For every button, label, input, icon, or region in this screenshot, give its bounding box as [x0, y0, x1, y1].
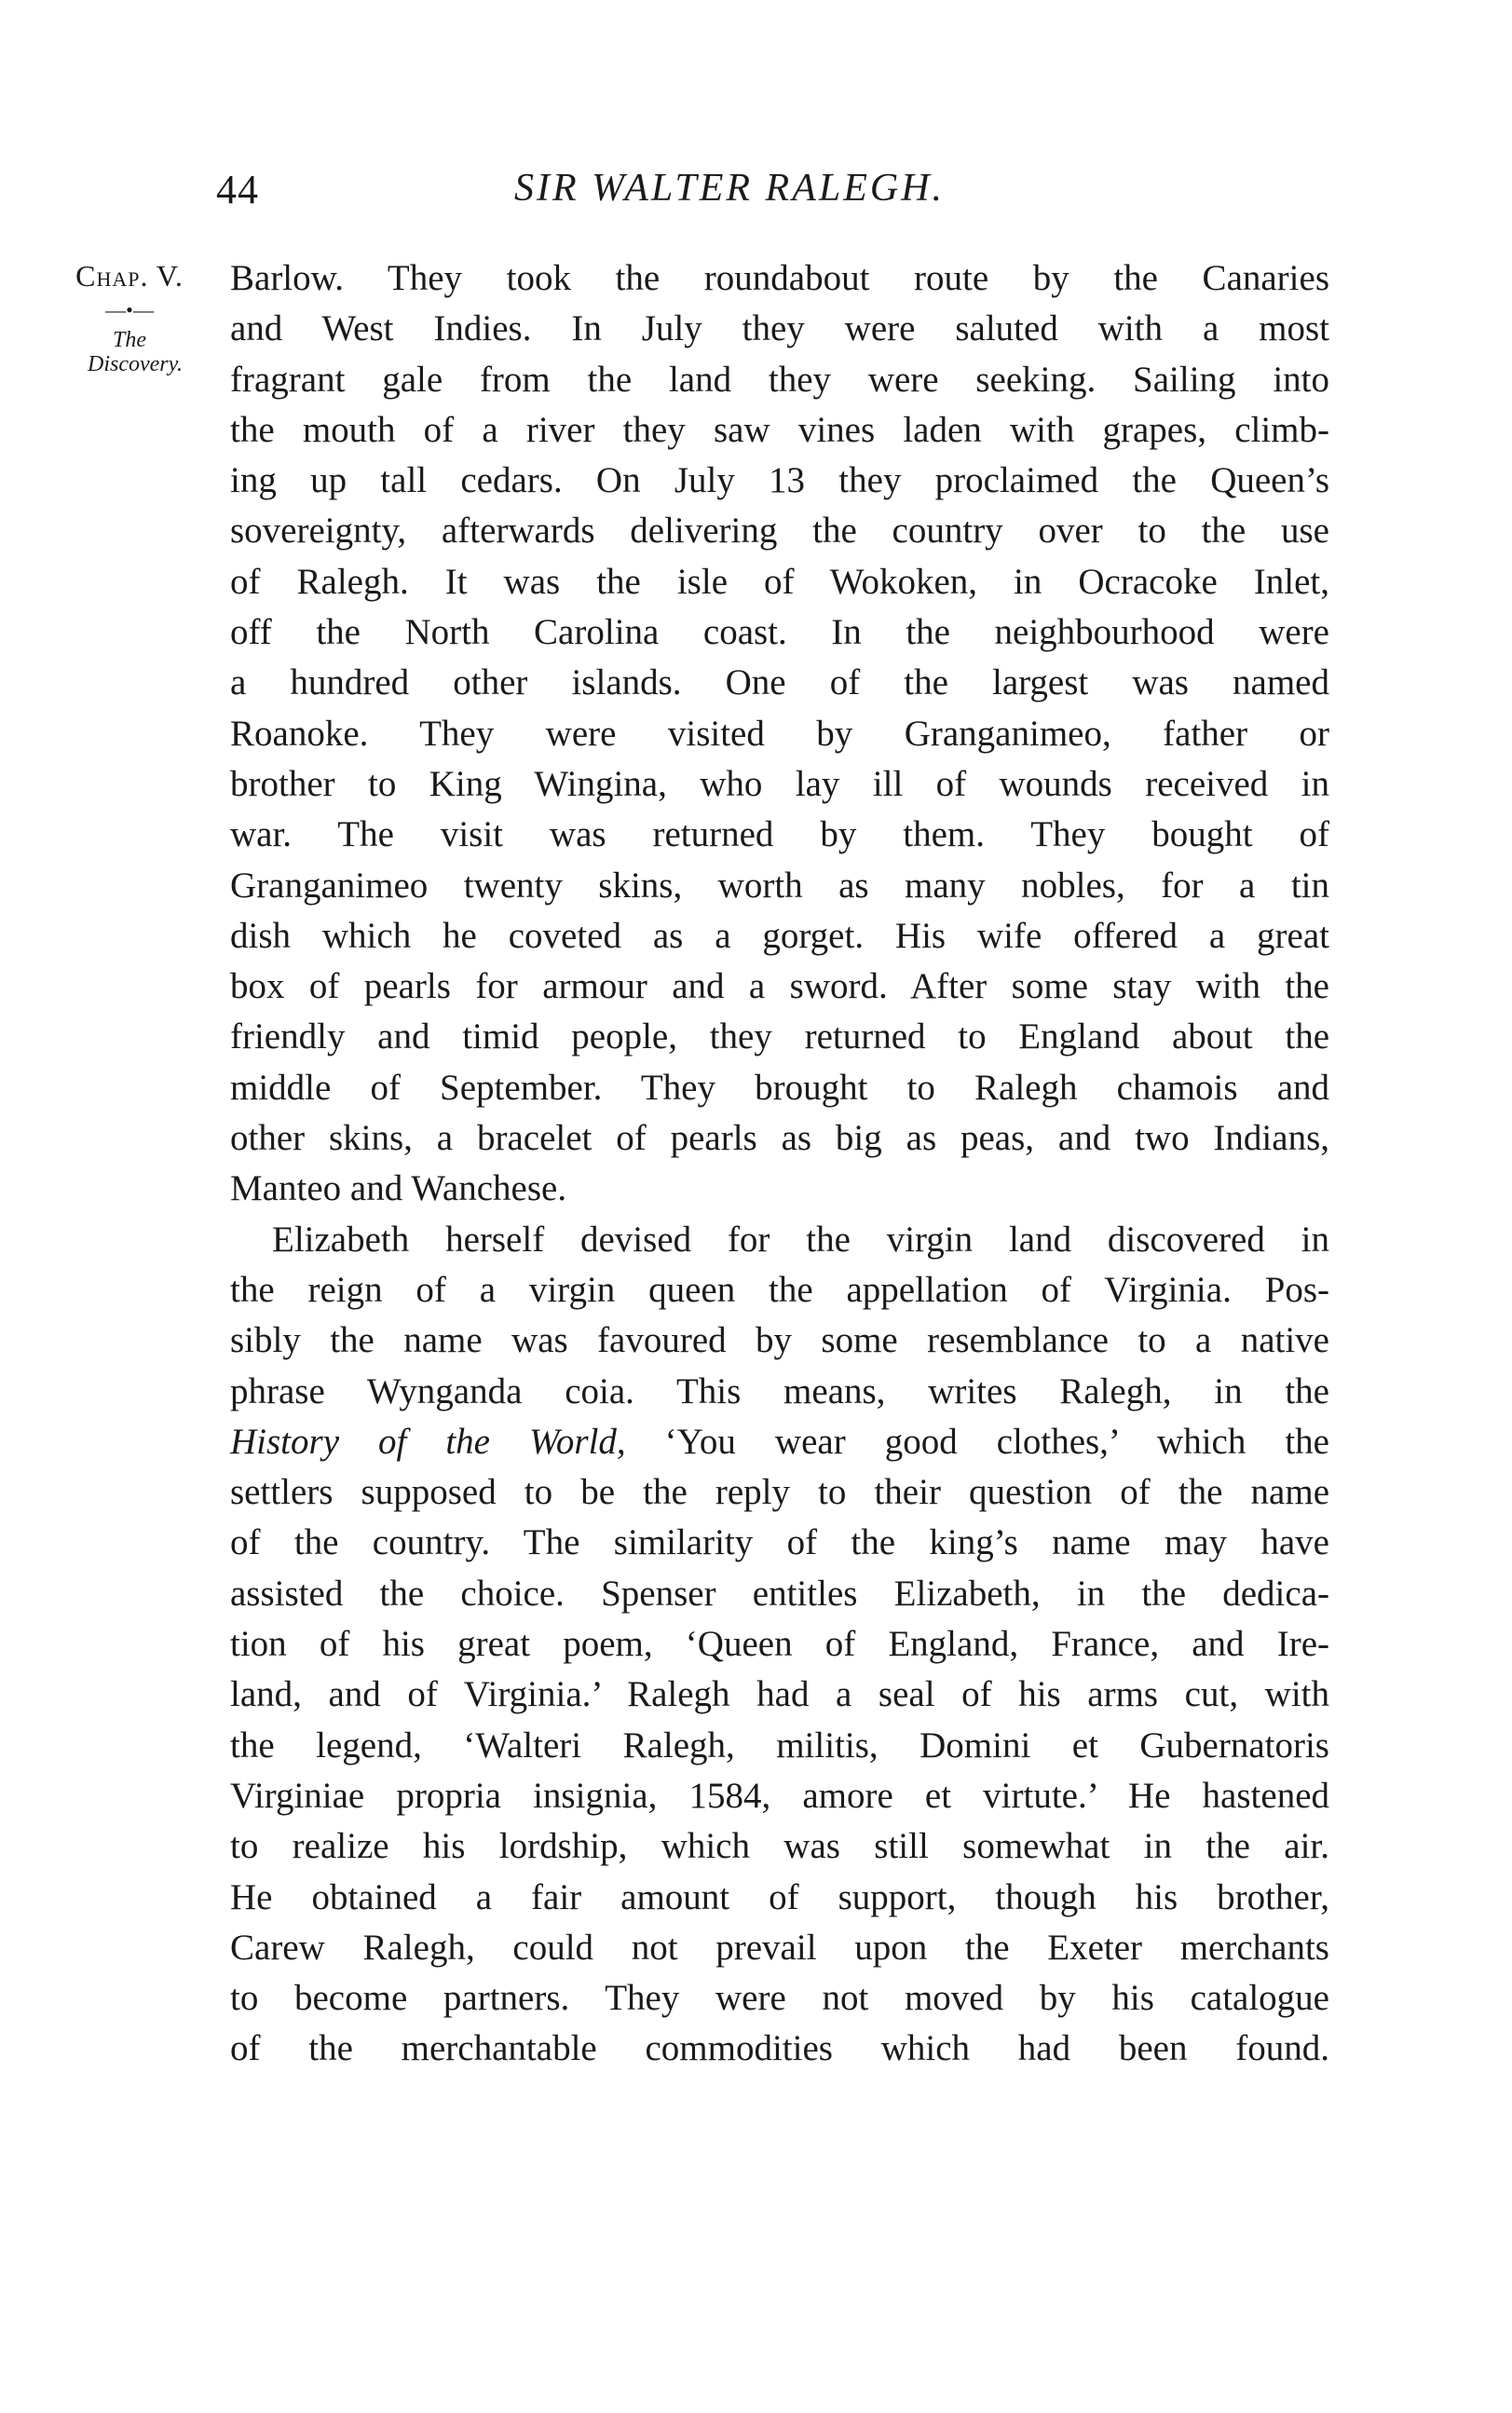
text-line: of the country. The similarity of the king’s name may have — [230, 1522, 1329, 1563]
text-line: Elizabeth herself devised for the virgin land discovered in — [272, 1219, 1329, 1260]
text-line-mixed — [230, 1417, 1329, 1467]
text-line: friendly and timid people, they returned to England about the — [230, 1016, 1329, 1057]
text-line: sibly the name was favoured by some resemblance to a native — [230, 1320, 1329, 1361]
text-line: land, and of Virginia.’ Ralegh had a seal of his arms cut, with — [230, 1674, 1329, 1715]
text-line: phrase Wynganda coia. This means, writes Ralegh, in the — [230, 1370, 1329, 1411]
text-line: of Ralegh. It was the isle of Wokoken, in Ocracoke Inlet, — [230, 561, 1329, 602]
body-text — [230, 253, 1329, 2075]
text-line: sovereignty, afterwards delivering the country over to the use — [230, 511, 1329, 552]
ornament-divider: —•— — [105, 298, 154, 321]
text-line: Carew Ralegh, could not prevail upon the Exeter merchants — [230, 1927, 1329, 1968]
side-note: The Discovery. — [88, 328, 183, 376]
text-line: and West Indies. In July they were saluted with a most — [230, 308, 1329, 349]
text-line: the mouth of a river they saw vines laden with grapes, climb- — [230, 409, 1329, 450]
text-line: off the North Carolina coast. In the neighbourhood were — [230, 612, 1329, 653]
margin-note — [60, 257, 199, 376]
text-line: brother to King Wingina, who lay ill of wounds received in — [230, 763, 1329, 804]
text-line: middle of September. They brought to Ralegh chamois and — [230, 1067, 1329, 1108]
text-line: settlers supposed to be the reply to their question of the name — [230, 1472, 1329, 1513]
text-line: to become partners. They were not moved by his catalogue — [230, 1978, 1329, 2019]
text-line: of the merchantable commodities which had been found. — [230, 2028, 1329, 2069]
text-line: war. The visit was returned by them. They bought of — [230, 814, 1329, 855]
text-line: He obtained a fair amount of support, though his brother, — [230, 1876, 1329, 1917]
text-line: the reign of a virgin queen the appellation of Virginia. Pos- — [230, 1269, 1329, 1310]
text-line: dish which he coveted as a gorget. His wife offered a great — [230, 915, 1329, 956]
text-line: Barlow. They took the roundabout route by the Canaries — [230, 258, 1329, 298]
text-line: the legend, ‘Walteri Ralegh, militis, Domini et Gubernatoris — [230, 1725, 1329, 1765]
text-line: other skins, a bracelet of pearls as big as peas, and two Indians, — [230, 1118, 1329, 1159]
text-line: Manteo and Wanchese. — [230, 1168, 567, 1209]
page-number: 44 — [216, 167, 259, 212]
text-line: Roanoke. They were visited by Granganimeo, father or — [230, 713, 1329, 754]
text-line: assisted the choice. Spenser entitles Elizabeth, in the dedica- — [230, 1573, 1329, 1614]
text-line: box of pearls for armour and a sword. After some stay with the — [230, 966, 1329, 1007]
book-title-italic: History of the World, — [230, 1421, 626, 1462]
text-line-rest: ‘You wear good clothes,’ which the — [625, 1421, 1329, 1462]
text-line: to realize his lordship, which was still somewhat in the air. — [230, 1826, 1329, 1867]
text-line: tion of his great poem, ‘Queen of England, France, and Ire- — [230, 1624, 1329, 1665]
chapter-label: Chap. V. — [75, 259, 184, 293]
text-line: Granganimeo twenty skins, worth as many nobles, for a tin — [230, 865, 1329, 906]
running-title: SIR WALTER RALEGH. — [514, 167, 946, 210]
text-line: ing up tall cedars. On July 13 they proclaimed the Queen’s — [230, 460, 1329, 501]
text-line: fragrant gale from the land they were seeking. Sailing into — [230, 359, 1329, 400]
running-head — [216, 166, 1315, 222]
text-line: Virginiae propria insignia, 1584, amore et virtute.’ He hastened — [230, 1775, 1329, 1816]
text-line: a hundred other islands. One of the largest was named — [230, 662, 1329, 703]
